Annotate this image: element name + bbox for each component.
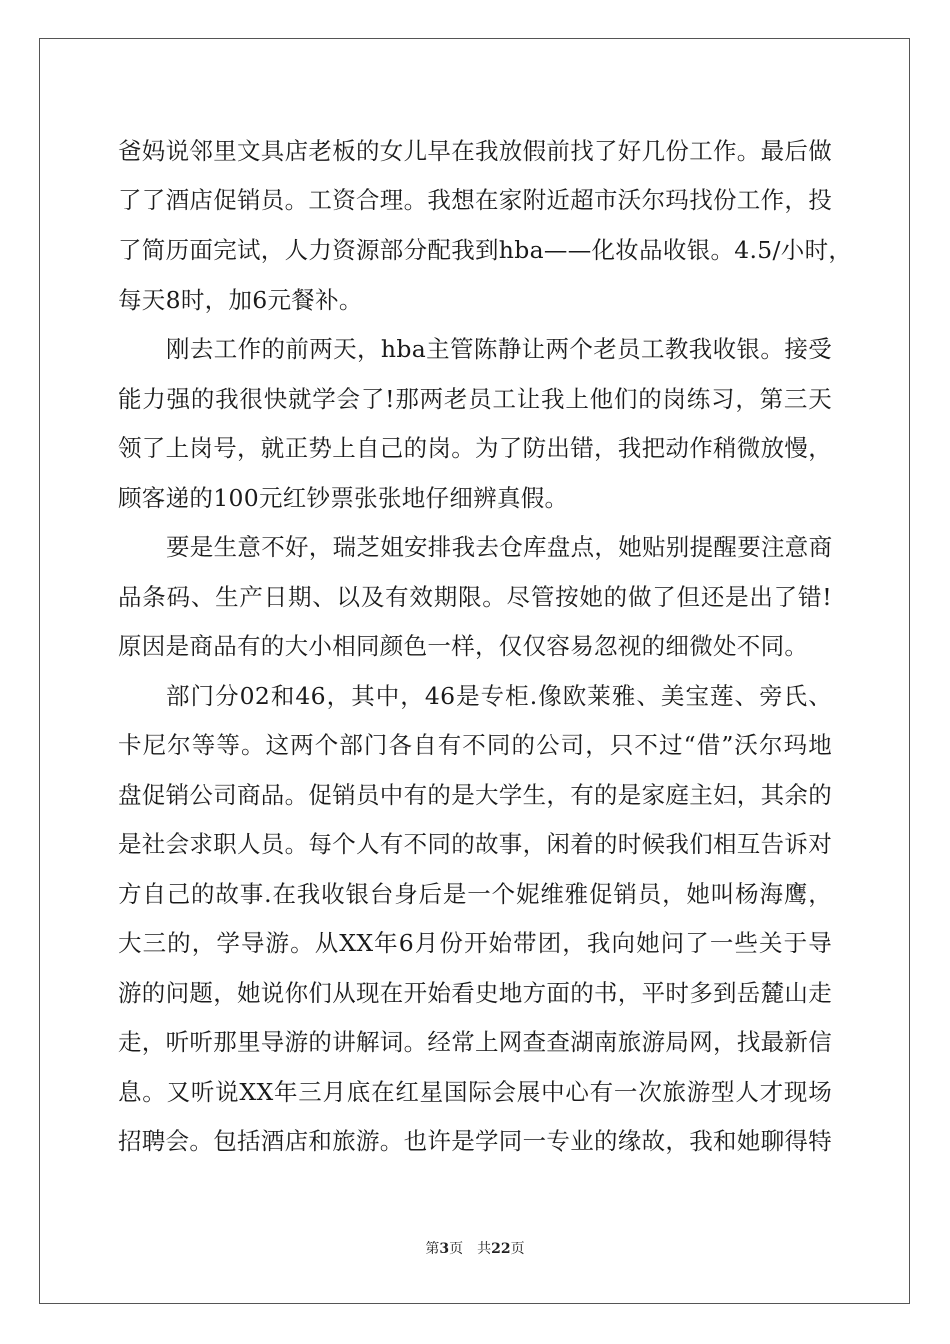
text-line: 招聘会。包括酒店和旅游。也许是学同一专业的缘故，我和她聊得特 <box>118 1127 832 1155</box>
page-footer <box>0 1239 950 1259</box>
page-label-suffix: 页 <box>510 1241 525 1257</box>
text-line: 息。又听说XX年三月底在红星国际会展中心有一次旅游型人才现场 <box>118 1078 832 1106</box>
text-line: 领了上岗号，就正势上自己的岗。为了防出错，我把动作稍微放慢， <box>118 434 832 462</box>
text-line: 品条码、生产日期、以及有效期限。尽管按她的做了但还是出了错! <box>118 583 832 611</box>
text-line: 盘促销公司商品。促销员中有的是大学生，有的是家庭主妇，其余的 <box>118 781 832 809</box>
text-line: 部门分02和46，其中，46是专柜.像欧莱雅、美宝莲、旁氏、 <box>166 682 832 710</box>
page-label-mid: 页 共 <box>449 1241 492 1257</box>
text-line: 顾客递的100元红钞票张张地仔细辨真假。 <box>118 484 569 512</box>
text-line: 大三的，学导游。从XX年6月份开始带团，我向她问了一些关于导 <box>118 929 832 957</box>
page-border <box>39 38 910 1304</box>
text-line: 卡尼尔等等。这两个部门各自有不同的公司，只不过“借”沃尔玛地 <box>118 731 832 759</box>
text-line: 爸妈说邻里文具店老板的女儿早在我放假前找了好几份工作。最后做 <box>118 137 832 165</box>
page-label-prefix: 第 <box>425 1241 440 1257</box>
text-line: 每天8时，加6元餐补。 <box>118 286 363 314</box>
text-line: 方自己的故事.在我收银台身后是一个妮维雅促销员，她叫杨海鹰， <box>118 880 832 908</box>
text-line: 原因是商品有的大小相同颜色一样，仅仅容易忽视的细微处不同。 <box>118 632 809 660</box>
page-total: 22 <box>491 1241 511 1257</box>
text-line: 走，听听那里导游的讲解词。经常上网查查湖南旅游局网，找最新信 <box>118 1028 832 1056</box>
text-line: 是社会求职人员。每个人有不同的故事，闲着的时候我们相互告诉对 <box>118 830 832 858</box>
text-line: 能力强的我很快就学会了!那两老员工让我上他们的岗练习，第三天 <box>118 385 832 413</box>
text-line: 了简历面完试，人力资源部分配我到hba——化妆品收银。4.5/小时， <box>118 236 853 264</box>
page-current: 3 <box>439 1241 450 1257</box>
text-line: 要是生意不好，瑞芝姐安排我去仓库盘点，她贴别提醒要注意商 <box>166 533 833 561</box>
text-line: 了了酒店促销员。工资合理。我想在家附近超市沃尔玛找份工作，投 <box>118 186 832 214</box>
text-line: 游的问题，她说你们从现在开始看史地方面的书，平时多到岳麓山走 <box>118 979 832 1007</box>
text-line: 刚去工作的前两天，hba主管陈静让两个老员工教我收银。接受 <box>166 335 832 363</box>
